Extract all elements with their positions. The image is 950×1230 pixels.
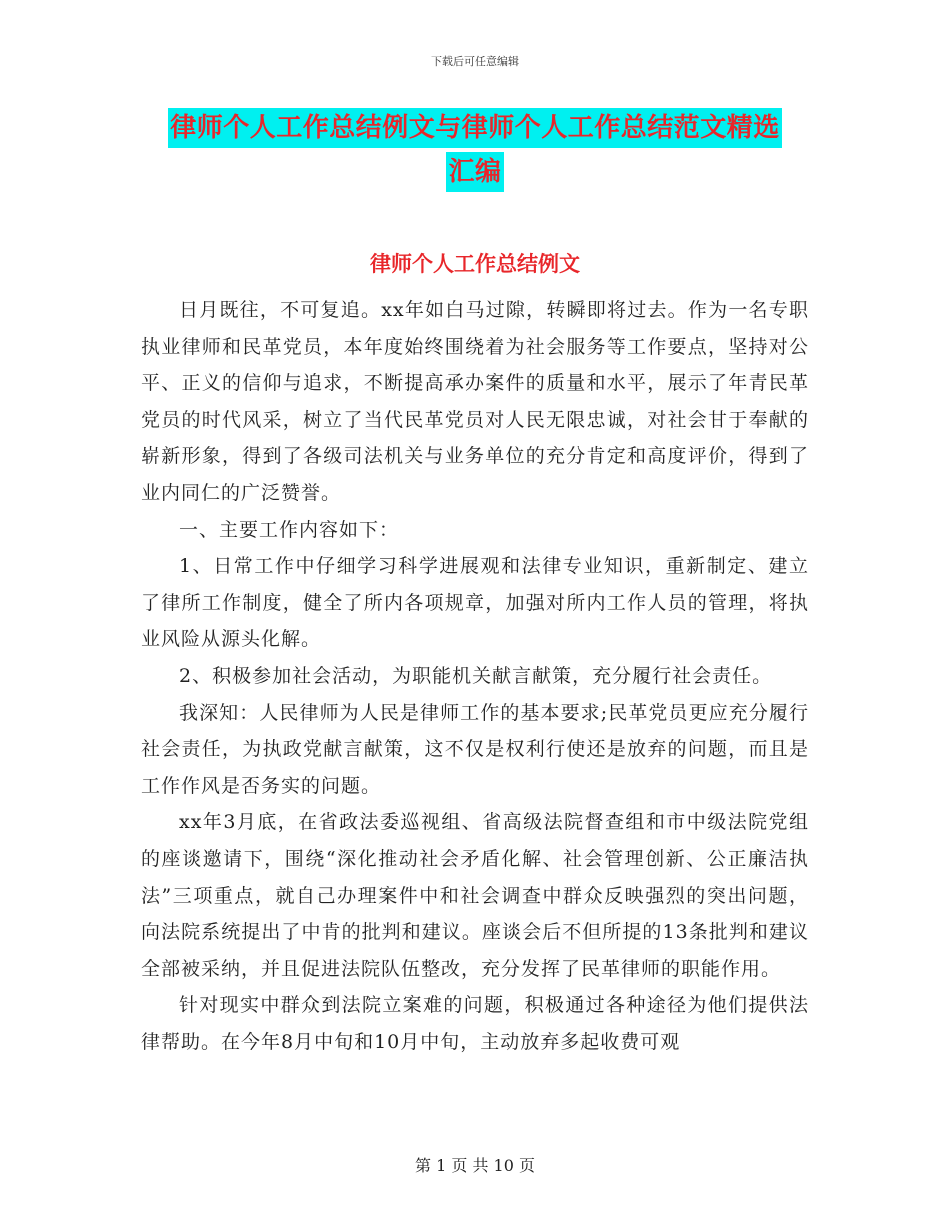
paragraph: xx年3月底，在省政法委巡视组、省高级法院督查组和市中级法院党组的座谈邀请下，围绕“深化推动社会矛盾化解、社会管理创新、公正廉洁执法”三项重点，就自己办理案件中和社会调查中群众反映强烈的突出问题，向法院系统提出了中肯的批判和建议。座谈会后不但所提的13条批判和建议全部被采纳，并且促进法院队伍整改，充分发挥了民革律师的职能作用。 [141, 811, 809, 980]
paragraph: 我深知：人民律师为人民是律师工作的基本要求;民革党员更应充分履行社会责任，为执政党献言献策，这不仅是权利行使还是放弃的问题，而且是工作作风是否务实的问题。 [141, 701, 809, 797]
document-title [100, 108, 850, 192]
paragraph: 日月既往，不可复追。xx年如白马过隙，转瞬即将过去。作为一名专职执业律师和民革党员，本年度始终围绕着为社会服务等工作要点，坚持对公平、正义的信仰与追求，不断提高承办案件的质量和水平，展示了年青民革党员的时代风采，树立了当代民革党员对人民无限忠诚，对社会甘于奉献的崭新形象，得到了各级司法机关与业务单位的充分肯定和高度评价，得到了业内同仁的广泛赞誉。 [141, 299, 809, 504]
paragraph: 2、积极参加社会活动，为职能机关献言献策，充分履行社会责任。 [179, 664, 773, 687]
header-note: 下载后可任意编辑 [431, 55, 519, 68]
title-line-2: 汇编 [446, 152, 503, 192]
section-title: 律师个人工作总结例文 [370, 252, 580, 276]
title-line-1: 律师个人工作总结例文与律师个人工作总结范文精选 [168, 108, 782, 148]
paragraph: 一、主要工作内容如下： [179, 518, 400, 541]
document-body [141, 292, 809, 1060]
paragraph: 针对现实中群众到法院立案难的问题，积极通过各种途径为他们提供法律帮助。在今年8月中旬和10月中旬，主动放弃多起收费可观 [141, 994, 809, 1053]
page-number-footer: 第 1 页 共 10 页 [415, 1156, 535, 1175]
paragraph: 1、日常工作中仔细学习科学进展观和法律专业知识，重新制定、建立了律所工作制度，健全了所内各项规章，加强对所内工作人员的管理，将执业风险从源头化解。 [141, 555, 809, 651]
